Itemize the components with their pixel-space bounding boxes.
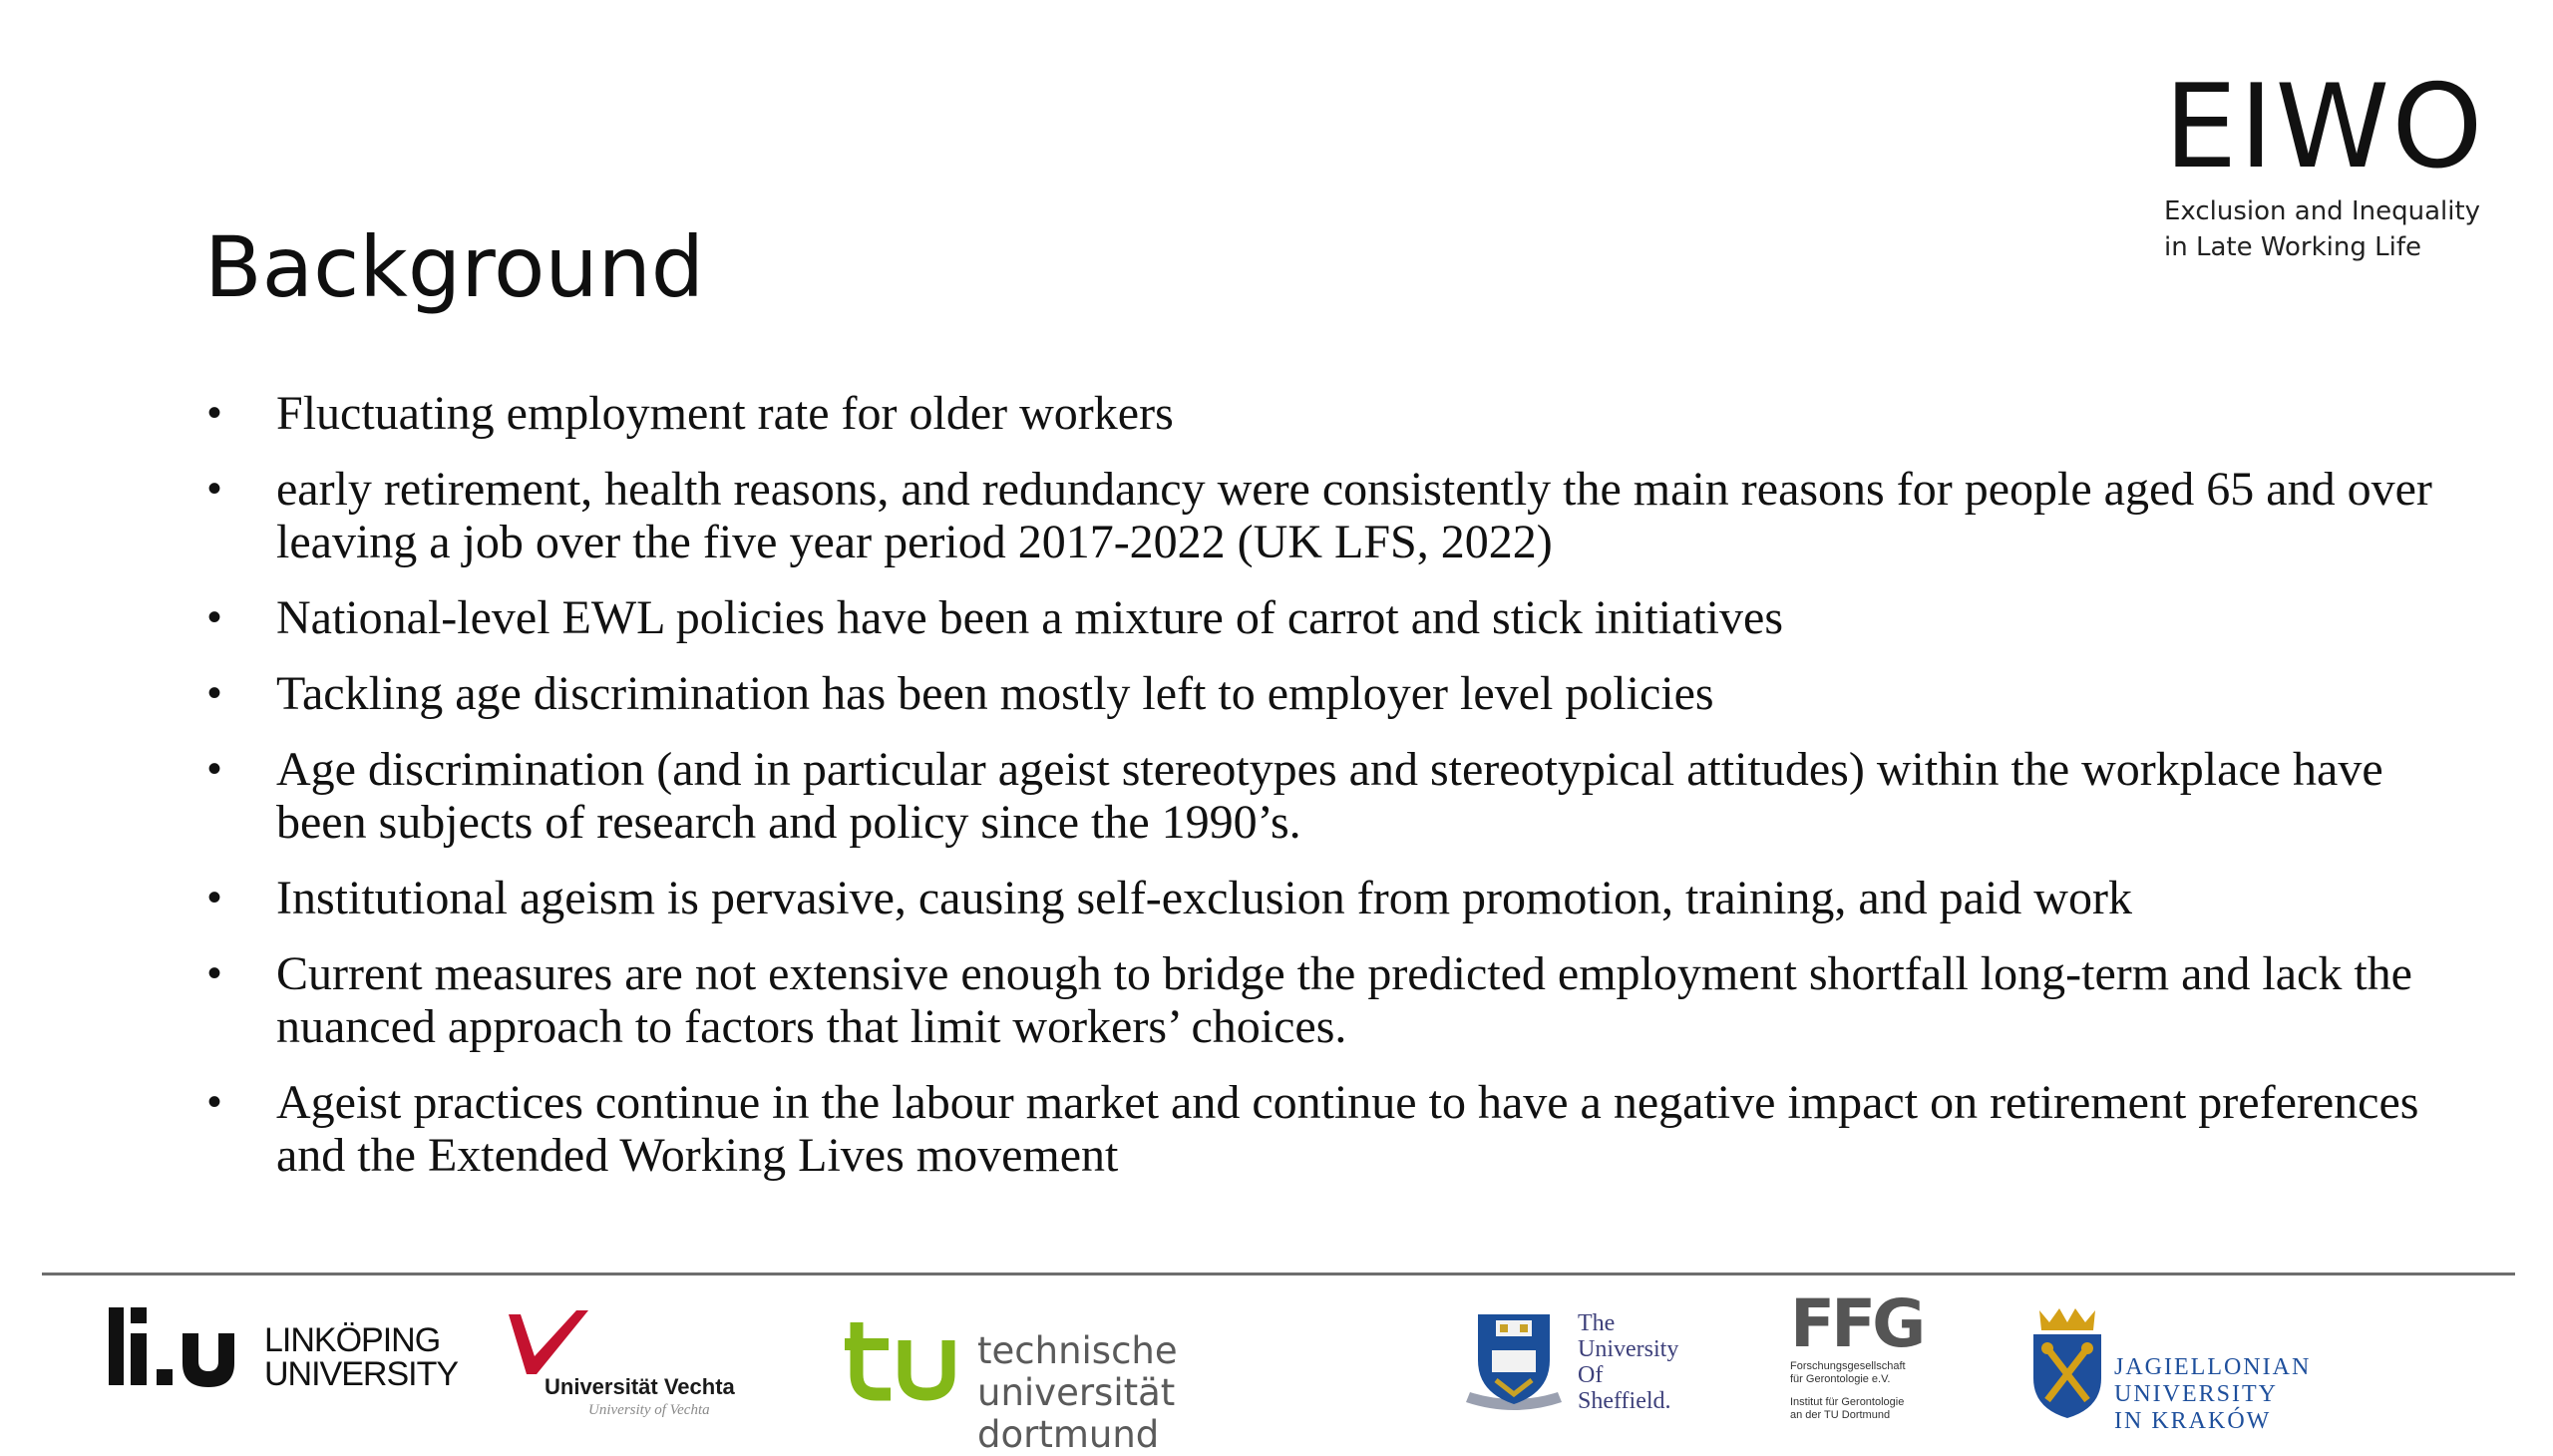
- bullet-dot: •: [206, 671, 221, 715]
- eiwo-subtitle-line-2: in Late Working Life: [2164, 232, 2422, 262]
- vechta-subtitle: University of Vechta: [588, 1402, 710, 1418]
- ffg-org-name: [1790, 1360, 1950, 1386]
- eiwo-logo-word: EIWO: [2164, 60, 2485, 194]
- bullet-dot: •: [206, 951, 221, 995]
- linkoping-university-logo: [105, 1301, 459, 1401]
- liu-line-2: UNIVERSITY: [264, 1355, 459, 1393]
- sheffield-crest-icon: [1462, 1306, 1566, 1414]
- bullet-text: Institutional ageism is pervasive, causing self-exclusion from promotion, training, and paid work: [276, 872, 2132, 924]
- ffg-line-1: Forschungsgesellschaft: [1790, 1360, 1906, 1372]
- sheffield-line-2: University: [1578, 1336, 1679, 1362]
- jagiellonian-crest-icon: [2029, 1304, 2105, 1422]
- bullet-item: [204, 667, 2438, 720]
- tu-line-2: dortmund: [977, 1413, 1160, 1456]
- ffg-line-3: Institut für Gerontologie: [1790, 1396, 1905, 1408]
- bullet-dot: •: [206, 876, 221, 919]
- footer-divider: [42, 1273, 2515, 1275]
- universitat-vechta-logo: [507, 1308, 756, 1423]
- bullet-item: [204, 591, 2438, 644]
- bullet-text: Tackling age discrimination has been mostly left to employer level policies: [276, 667, 1714, 720]
- eiwo-logo-subtitle: [2164, 193, 2503, 265]
- bullet-item: [204, 387, 2438, 440]
- sheffield-line-4: Sheffield.: [1578, 1388, 1671, 1414]
- bullet-item: [204, 872, 2438, 924]
- sheffield-line-1: The: [1578, 1310, 1616, 1336]
- jagiellonian-line-1: JAGIELLONIAN UNIVERSITY: [2114, 1354, 2312, 1407]
- ffg-line-2: für Gerontologie e.V.: [1790, 1373, 1891, 1385]
- ffg-institute-name: [1790, 1396, 1950, 1422]
- sheffield-wordmark: [1578, 1310, 1678, 1414]
- jagiellonian-wordmark: [2114, 1354, 2458, 1435]
- jagiellonian-university-logo: [2029, 1304, 2458, 1434]
- bullet-text: Age discrimination (and in particular ageist stereotypes and stereotypical attitudes) within the workplace have been subjects of research and policy since the 1990’s.: [276, 743, 2383, 849]
- bullet-text: National-level EWL policies have been a mixture of carrot and stick initiatives: [276, 591, 1783, 644]
- bullet-list: [204, 387, 2438, 1205]
- tu-line-1: technische universität: [977, 1329, 1178, 1414]
- bullet-dot: •: [206, 747, 221, 791]
- bullet-dot: •: [206, 467, 221, 511]
- liu-wordmark: [264, 1323, 458, 1391]
- bullet-item: [204, 1076, 2438, 1182]
- bullet-text: early retirement, health reasons, and redundancy were consistently the main reasons for people aged 65 and over leaving a job over the five year period 2017-2022 (UK LFS, 2022): [276, 463, 2432, 568]
- bullet-item: [204, 463, 2438, 568]
- sheffield-line-3: Of: [1578, 1362, 1604, 1388]
- bullet-text: Fluctuating employment rate for older workers: [276, 387, 1174, 440]
- slide-title: Background: [204, 218, 705, 316]
- tu-wordmark: [977, 1330, 1361, 1456]
- bullet-dot: •: [206, 1080, 221, 1124]
- vechta-name: Universität Vechta: [545, 1374, 735, 1399]
- bullet-dot: •: [206, 595, 221, 639]
- jagiellonian-line-2: IN KRAKÓW: [2114, 1408, 2272, 1434]
- ffg-logo: [1790, 1285, 1950, 1438]
- vechta-v-icon: [507, 1308, 596, 1378]
- tu-mark-icon: [843, 1314, 962, 1404]
- university-of-sheffield-logo: [1462, 1306, 1701, 1421]
- bullet-item: [204, 947, 2438, 1053]
- ffg-mark: FFG: [1790, 1285, 1923, 1362]
- bullet-text: Current measures are not extensive enough to bridge the predicted employment shortfall long-term and lack the nuanced approach to factors that limit workers’ choices.: [276, 947, 2412, 1053]
- bullet-dot: •: [206, 391, 221, 435]
- eiwo-subtitle-line-1: Exclusion and Inequality: [2164, 196, 2481, 226]
- bullet-item: [204, 743, 2438, 849]
- liu-mark-icon: [105, 1301, 254, 1401]
- eiwo-logo: [2164, 60, 2503, 269]
- liu-line-1: LINKÖPING: [264, 1321, 441, 1359]
- tu-dortmund-logo: [843, 1314, 1361, 1456]
- ffg-line-4: an der TU Dortmund: [1790, 1409, 1891, 1421]
- bullet-text: Ageist practices continue in the labour market and continue to have a negative impact on retirement preferences and the Extended Working Lives movement: [276, 1076, 2419, 1182]
